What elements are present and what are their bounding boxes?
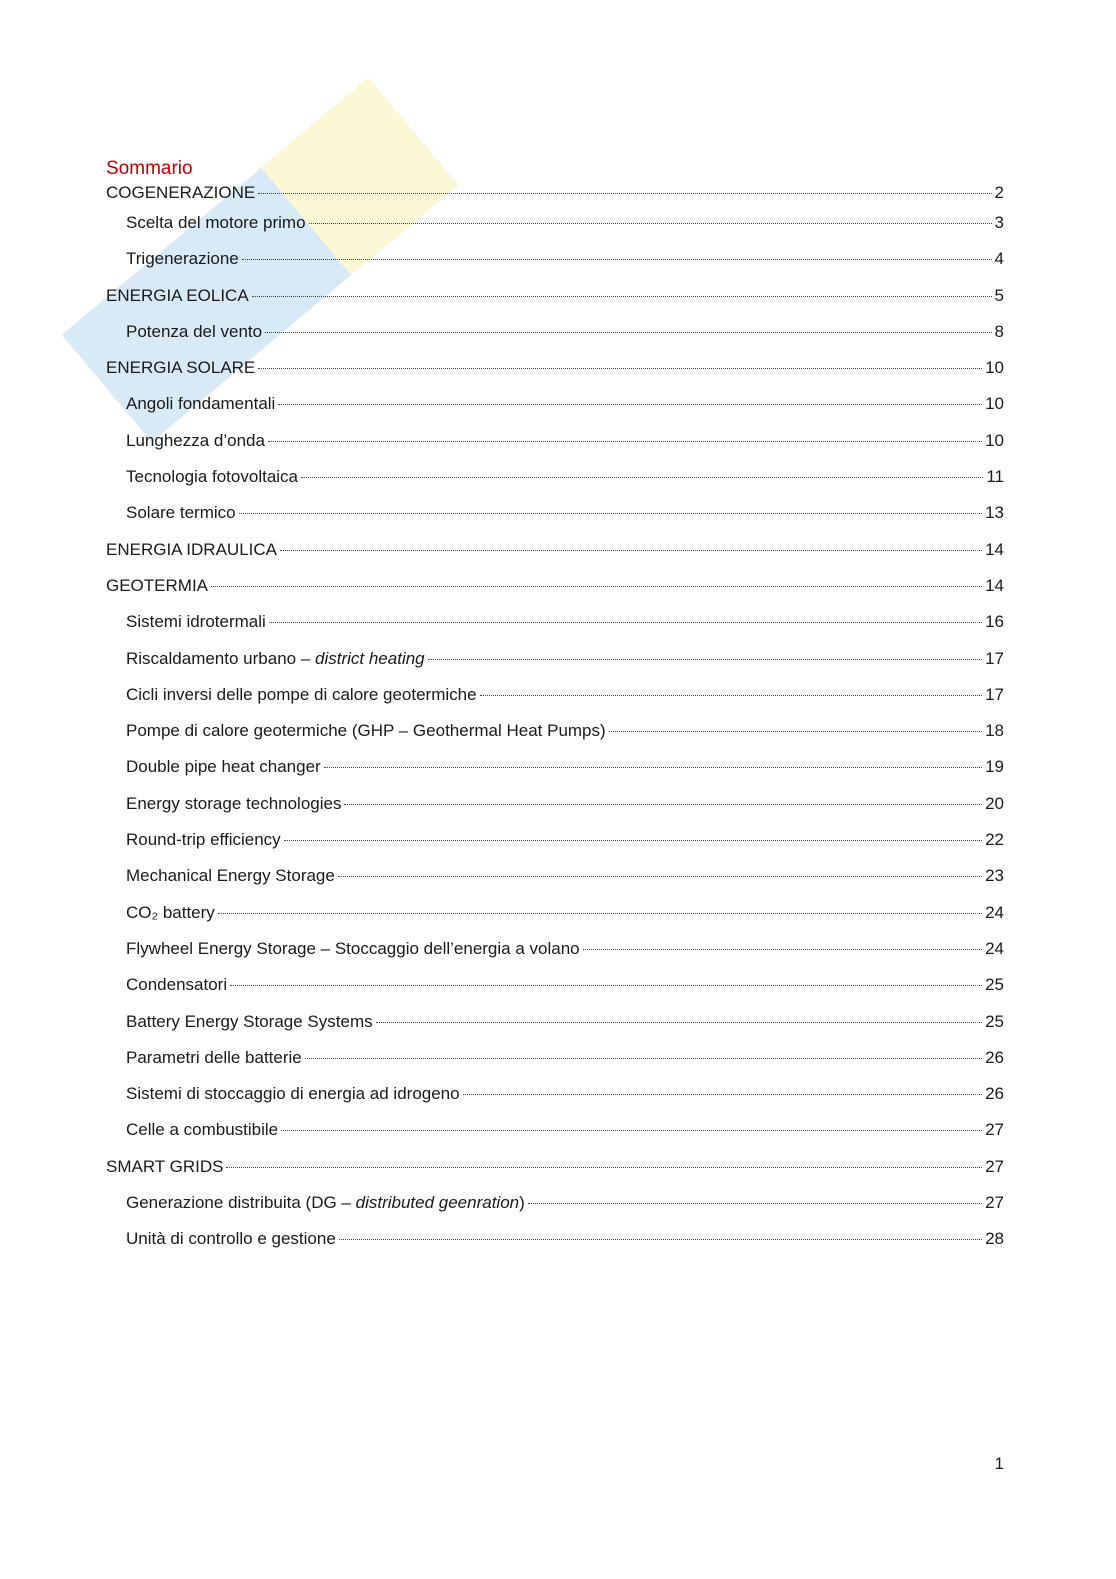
toc-entry-title[interactable] xyxy=(126,503,236,523)
toc-entry-title-text: Sistemi idrotermali xyxy=(126,612,266,632)
toc-entry-title[interactable] xyxy=(126,1084,460,1104)
toc-entry-title[interactable] xyxy=(126,249,239,269)
dot-leader xyxy=(463,1094,982,1095)
dot-leader xyxy=(218,913,982,914)
toc-entry-page[interactable]: 24 xyxy=(985,938,1004,958)
toc-entry-title-suffix: ) xyxy=(519,1193,525,1213)
dot-leader xyxy=(344,804,982,805)
dot-leader xyxy=(284,840,982,841)
toc-entry-page[interactable]: 22 xyxy=(985,830,1004,850)
dot-leader xyxy=(480,695,983,696)
dot-leader xyxy=(609,731,982,732)
toc-entry-title[interactable] xyxy=(126,1229,336,1249)
toc-entry-page[interactable]: 20 xyxy=(985,793,1004,813)
toc-entry-page[interactable]: 18 xyxy=(985,721,1004,741)
toc-entry-title-text: Pompe di calore geotermiche (GHP – Geothermal Heat Pumps) xyxy=(126,721,606,741)
toc-entry-title[interactable] xyxy=(126,903,215,923)
toc-entry-page[interactable]: 24 xyxy=(985,902,1004,922)
toc-entry-title-text: Potenza del vento xyxy=(126,321,263,341)
toc-entry-page[interactable]: 10 xyxy=(985,430,1004,450)
toc-entry-page[interactable]: 17 xyxy=(985,684,1004,704)
toc-entry-title[interactable] xyxy=(126,1012,373,1032)
dot-leader xyxy=(265,332,991,333)
toc-entry-title-text: Lunghezza d’onda xyxy=(126,430,265,450)
toc-entry[interactable] xyxy=(106,183,1004,213)
toc-entry-title-text: Riscaldamento urbano – xyxy=(126,648,316,668)
toc-entry[interactable] xyxy=(106,286,1004,322)
toc-entry[interactable] xyxy=(106,1157,1004,1193)
toc-entry-title[interactable] xyxy=(106,1157,223,1177)
toc-entry[interactable] xyxy=(106,685,1004,721)
toc-entry-title-text: Tecnologia fotovoltaica xyxy=(126,467,299,487)
toc-entry[interactable] xyxy=(106,1229,1004,1265)
toc-entry[interactable] xyxy=(106,540,1004,576)
toc-entry[interactable] xyxy=(106,467,1004,503)
toc-entry-page[interactable]: 13 xyxy=(985,503,1004,523)
toc-entry[interactable] xyxy=(106,939,1004,975)
toc-entry-title-text: Celle a combustibile xyxy=(126,1120,279,1140)
dot-leader xyxy=(428,659,982,660)
toc-entry[interactable] xyxy=(106,249,1004,285)
toc-entry-title-text: CO₂ battery xyxy=(126,902,215,922)
dot-leader xyxy=(339,1239,982,1240)
toc-entry-page[interactable]: 11 xyxy=(986,467,1004,487)
toc-entry-title[interactable] xyxy=(126,757,321,777)
toc-entry-page[interactable]: 27 xyxy=(985,1193,1004,1213)
table-of-contents xyxy=(106,155,1004,1266)
toc-entry[interactable] xyxy=(106,794,1004,830)
toc-entry-title[interactable] xyxy=(126,1193,525,1213)
toc-entry[interactable] xyxy=(106,903,1004,939)
toc-entries xyxy=(106,183,1004,1266)
toc-entry-title-text: Energy storage technologies xyxy=(126,793,342,813)
toc-entry-title[interactable] xyxy=(126,394,275,414)
toc-entry-title[interactable] xyxy=(106,540,277,560)
toc-entry[interactable] xyxy=(106,431,1004,467)
toc-entry-title-text: Scelta del motore primo xyxy=(126,213,306,232)
toc-entry-page[interactable]: 3 xyxy=(994,213,1004,232)
toc-entry-title[interactable] xyxy=(126,431,265,451)
dot-leader xyxy=(269,622,982,623)
dot-leader xyxy=(324,767,982,768)
dot-leader xyxy=(280,550,982,551)
toc-entry-title-text: Unità di controllo e gestione xyxy=(126,1229,336,1249)
toc-entry-page[interactable]: 19 xyxy=(985,757,1004,777)
toc-entry-page[interactable]: 25 xyxy=(985,1011,1004,1031)
toc-entry[interactable] xyxy=(106,576,1004,612)
toc-entry-title[interactable] xyxy=(126,467,298,487)
toc-entry-page[interactable]: 17 xyxy=(985,648,1004,668)
toc-entry-title-text: Mechanical Energy Storage xyxy=(126,866,335,886)
toc-entry[interactable] xyxy=(106,358,1004,394)
toc-entry-title[interactable] xyxy=(126,939,580,959)
toc-entry[interactable] xyxy=(106,649,1004,685)
toc-entry-page[interactable]: 27 xyxy=(985,1156,1004,1176)
toc-entry[interactable] xyxy=(106,1120,1004,1156)
toc-entry-title-text: Sistemi di stoccaggio di energia ad idrogeno xyxy=(126,1084,460,1104)
toc-entry-page[interactable]: 27 xyxy=(985,1120,1004,1140)
toc-entry-title[interactable] xyxy=(126,1048,302,1068)
toc-entry-title-text: Flywheel Energy Storage – Stoccaggio dell’energia a volano xyxy=(126,938,580,958)
toc-entry-title[interactable] xyxy=(126,649,425,669)
toc-entry-title-text: SMART GRIDS xyxy=(106,1156,224,1176)
toc-entry-title[interactable] xyxy=(126,213,306,233)
toc-entry-page[interactable]: 25 xyxy=(985,975,1004,995)
toc-entry[interactable] xyxy=(106,721,1004,757)
toc-entry-title-text: Solare termico xyxy=(126,503,236,523)
toc-entry-title-text: Trigenerazione xyxy=(126,249,239,269)
toc-entry-title[interactable] xyxy=(126,794,341,814)
toc-entry-title[interactable] xyxy=(106,183,255,203)
page-number: 1 xyxy=(994,1454,1004,1473)
dot-leader xyxy=(268,441,982,442)
toc-entry[interactable] xyxy=(106,975,1004,1011)
toc-entry-title-text: Round-trip efficiency xyxy=(126,830,281,850)
toc-entry-page[interactable]: 8 xyxy=(994,321,1004,341)
toc-entry-title-text: Cicli inversi delle pompe di calore geotermiche xyxy=(126,684,477,704)
dot-leader xyxy=(230,985,982,986)
dot-leader xyxy=(242,259,992,260)
toc-entry-title-text: Double pipe heat changer xyxy=(126,757,321,777)
dot-leader xyxy=(301,477,983,478)
toc-entry-page[interactable]: 14 xyxy=(985,575,1004,595)
toc-entry[interactable] xyxy=(106,394,1004,430)
toc-entry-page[interactable]: 10 xyxy=(985,358,1004,378)
toc-entry-title-text: Angoli fondamentali xyxy=(126,394,276,414)
toc-title: Sommario xyxy=(106,158,193,179)
toc-entry-page[interactable]: 28 xyxy=(985,1229,1004,1249)
toc-entry[interactable] xyxy=(106,1193,1004,1229)
toc-entry-title-text: Battery Energy Storage Systems xyxy=(126,1011,373,1031)
toc-entry-page[interactable]: 10 xyxy=(985,394,1004,414)
dot-leader xyxy=(258,368,982,369)
toc-entry-title[interactable] xyxy=(126,1120,278,1140)
toc-entry-title[interactable] xyxy=(126,322,262,342)
toc-entry-page[interactable]: 4 xyxy=(994,249,1004,269)
toc-entry[interactable] xyxy=(106,866,1004,902)
toc-entry-title[interactable] xyxy=(106,286,249,306)
toc-entry[interactable] xyxy=(106,830,1004,866)
toc-entry-title[interactable] xyxy=(106,358,255,378)
toc-entry[interactable] xyxy=(106,1084,1004,1120)
toc-entry-title-italic: distributed geenration xyxy=(355,1193,520,1213)
toc-entry-title-text: ENERGIA SOLARE xyxy=(106,358,256,378)
toc-entry-title[interactable] xyxy=(126,830,281,850)
toc-entry-title[interactable] xyxy=(126,975,227,995)
toc-entry-title-text: COGENERAZIONE xyxy=(106,183,256,202)
toc-entry[interactable] xyxy=(106,213,1004,249)
toc-entry[interactable] xyxy=(106,1048,1004,1084)
toc-entry[interactable] xyxy=(106,1012,1004,1048)
toc-entry-title[interactable] xyxy=(126,685,477,705)
dot-leader xyxy=(258,193,991,194)
dot-leader xyxy=(528,1203,982,1204)
toc-entry-title[interactable] xyxy=(106,576,208,596)
toc-entry-title-text: ENERGIA EOLICA xyxy=(106,285,249,305)
dot-leader xyxy=(239,513,982,514)
toc-entry-title-text: ENERGIA IDRAULICA xyxy=(106,539,277,559)
toc-entry-page[interactable]: 26 xyxy=(985,1084,1004,1104)
dot-leader xyxy=(226,1167,982,1168)
dot-leader xyxy=(309,223,992,224)
toc-entry-title[interactable] xyxy=(126,866,335,886)
toc-entry[interactable] xyxy=(106,322,1004,358)
toc-entry-page[interactable]: 2 xyxy=(994,183,1004,202)
dot-leader xyxy=(583,949,982,950)
dot-leader xyxy=(338,876,982,877)
toc-entry-page[interactable]: 14 xyxy=(985,539,1004,559)
toc-entry-title[interactable] xyxy=(126,612,266,632)
dot-leader xyxy=(376,1022,982,1023)
toc-entry-title-italic: district heating xyxy=(315,648,425,668)
toc-entry-page[interactable]: 5 xyxy=(994,285,1004,305)
toc-entry[interactable] xyxy=(106,612,1004,648)
dot-leader xyxy=(278,404,982,405)
toc-entry[interactable] xyxy=(106,503,1004,539)
toc-entry-title-text: Parametri delle batterie xyxy=(126,1047,302,1067)
dot-leader xyxy=(252,296,992,297)
toc-entry-title-text: GEOTERMIA xyxy=(106,575,209,595)
toc-entry-title[interactable] xyxy=(126,721,606,741)
toc-entry-page[interactable]: 26 xyxy=(985,1047,1004,1067)
toc-entry[interactable] xyxy=(106,757,1004,793)
toc-entry-title-text: Condensatori xyxy=(126,975,228,995)
dot-leader xyxy=(211,586,982,587)
toc-entry-title-text: Generazione distribuita (DG – xyxy=(126,1193,356,1213)
dot-leader xyxy=(281,1130,982,1131)
toc-entry-page[interactable]: 23 xyxy=(985,866,1004,886)
dot-leader xyxy=(305,1058,982,1059)
toc-entry-page[interactable]: 16 xyxy=(985,612,1004,632)
